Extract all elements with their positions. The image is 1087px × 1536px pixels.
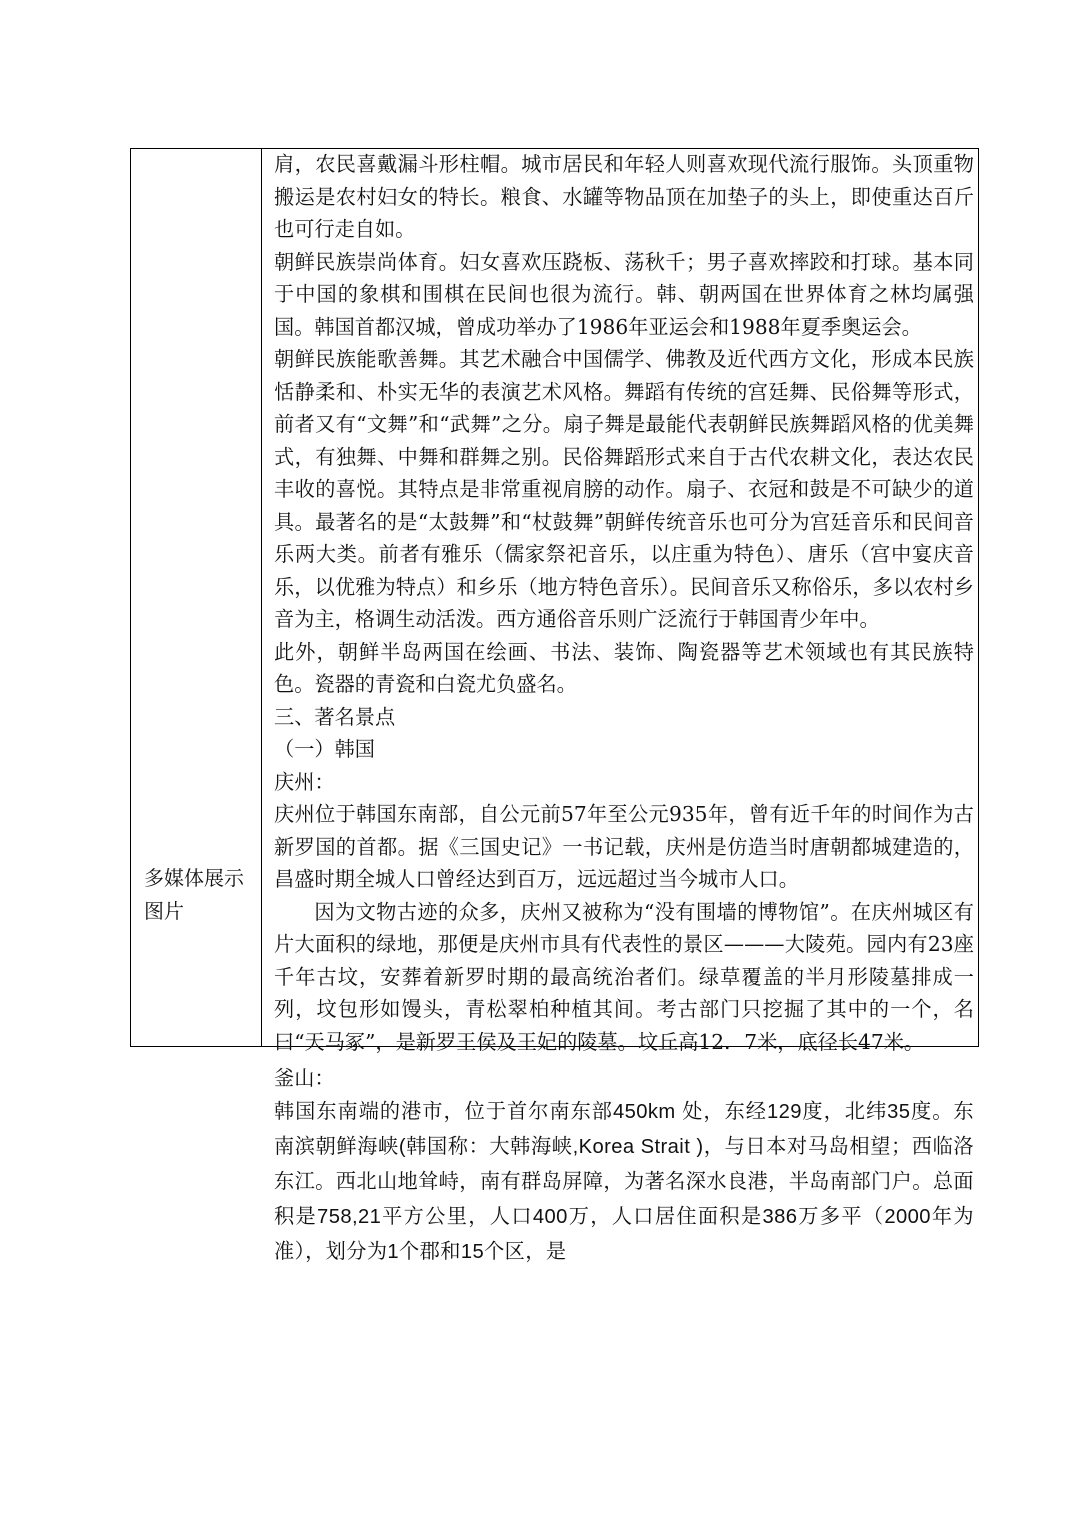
content-body [274, 148, 974, 1270]
paragraph-crafts: 此外，朝鲜半岛两国在绘画、书法、装饰、陶瓷器等艺术领域也有其民族特色。瓷器的青瓷和白瓷尤负盛名。 [274, 639, 974, 696]
place-heading-busan: 釜山： [274, 1066, 335, 1090]
paragraph-clothing: 肩，农民喜戴漏斗形柱帽。城市居民和年轻人则喜欢现代流行服饰。头顶重物搬运是农村妇女的特长。粮食、水罐等物品顶在加垫子的头上，即使重达百斤也可行走自如。 [274, 152, 974, 241]
content-cell [262, 149, 978, 1263]
label-cell [131, 149, 262, 1046]
paragraph-gyeongju-detail: 因为文物古迹的众多，庆州又被称为“没有围墙的博物馆”。在庆州城区有片大面积的绿地，那便是庆州市具有代表性的景区———大陵苑。园内有23座千年古坟，安葬着新罗时期的最高统治者们。绿草覆盖的半月形陵墓排成一列，坟包形如馒头，青松翠柏种植其间。考古部门只挖掘了其中的一个，名曰“天马冢”，是新罗王侯及王妃的陵墓。坟丘高12．7米，底径长47米。 [274, 899, 974, 1054]
paragraph-busan: 韩国东南端的港市，位于首尔南东部450km 处，东经129度，北纬35度。东南滨朝鲜海峡(韩国称：大韩海峡,Korea Strait )，与日本对马岛相望；西临洛东江。西北山地耸峙，南有群岛屏障，为著名深水良港，半岛南部门户。总面积是758,21平方公里，人口400万，人口居住面积是386万多平（2000年为准），划分为1个郡和15个区，是 [274, 1100, 974, 1263]
section-heading: 三、著名景点 [274, 704, 396, 729]
subsection-heading: （一）韩国 [274, 737, 375, 761]
paragraph-arts: 朝鲜民族能歌善舞。其艺术融合中国儒学、佛教及近代西方文化，形成本民族恬静柔和、朴实无华的表演艺术风格。舞蹈有传统的宫廷舞、民俗舞等形式，前者又有“文舞”和“武舞”之分。扇子舞是最能代表朝鲜民族舞蹈风格的优美舞式，有独舞、中舞和群舞之别。民俗舞蹈形式来自于古代农耕文化，表达农民丰收的喜悦。其特点是非常重视肩膀的动作。扇子、衣冠和鼓是不可缺少的道具。最著名的是“太鼓舞”和“杖鼓舞”朝鲜传统音乐也可分为宫廷音乐和民间音乐两大类。前者有雅乐（儒家祭祀音乐，以庄重为特色）、唐乐（宫中宴庆音乐，以优雅为特点）和乡乐（地方特色音乐）。民间音乐又称俗乐，多以农村乡音为主，格调生动活泼。西方通俗音乐则广泛流行于韩国青少年中。 [274, 347, 974, 631]
content-table [130, 148, 979, 1263]
paragraph-sports: 朝鲜民族崇尚体育。妇女喜欢压跷板、荡秋千；男子喜欢摔跤和打球。基本同于中国的象棋和围棋在民间也很为流行。韩、朝两国在世界体育之林均属强国。韩国首都汉城，曾成功举办了1986年亚运会和1988年夏季奥运会。 [274, 249, 974, 339]
place-heading-gyeongju: 庆州： [274, 769, 335, 794]
paragraph-gyeongju-intro: 庆州位于韩国东南部，自公元前57年至公元935年，曾有近千年的时间作为古新罗国的首都。据《三国史记》一书记载，庆州是仿造当时唐朝都城建造的，昌盛时期全城人口曾经达到百万，远远超过当今城市人口。 [274, 802, 974, 891]
row-label: 多媒体展示图片 [144, 866, 244, 923]
